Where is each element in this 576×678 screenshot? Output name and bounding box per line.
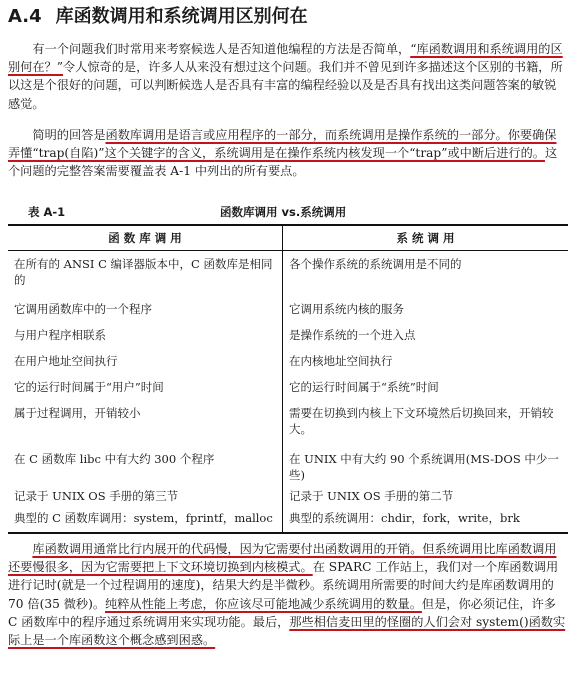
table-cell: 它调用系统内核的服务 — [289, 301, 404, 316]
table-row — [8, 400, 568, 446]
table-cell: 在用户地址空间执行 — [8, 348, 283, 374]
table-label: 表 A-1 — [28, 205, 66, 219]
paragraph-intro — [8, 40, 568, 113]
table-row — [8, 322, 568, 348]
comparison-table — [8, 224, 568, 534]
table-cell: 它调用函数库中的一个程序 — [8, 296, 283, 322]
table-cell: 记录于 UNIX OS 手册的第二节 — [289, 488, 454, 503]
section-heading — [8, 6, 568, 28]
p1-sentence-1: 有一个问题我们时常用来考察候选人是否知道他编程的方法是否简单， — [32, 42, 411, 56]
table-cell: 属于过程调用，开销较小 — [8, 400, 283, 446]
p3-sentence-3: 在 SPARC 工作站上，我们对一个库函数调用进行记时(就是一个过程调用的速度)，结果大约是半微秒。系统调用所需要的时间大约是库函数调用的 70 倍(35 微秒)。 — [8, 560, 559, 611]
table-row — [8, 348, 568, 374]
table-title: 函数库调用 vs.系统调用 — [220, 205, 347, 219]
p3-sentence-5: 但是，你必须记住，许多 C 函数库中的程序通过系统调用来实现功能。最后， — [8, 596, 556, 629]
paragraph-short-answer — [8, 126, 568, 181]
table-caption — [8, 203, 568, 221]
p2-highlight-trap: 你要确保弄懂“trap(自陷)”这个关键字的含义， — [8, 128, 557, 161]
p3-highlight-system-function: 那些相信麦田里的怪圈的人们会对 system()函数实际上是一个库函数这个概念感到困惑。 — [8, 614, 566, 648]
table-row — [8, 374, 568, 400]
table-header-row — [8, 225, 568, 251]
p2-highlight-kernel: 系统调用是在操作系统内核发现一个“trap”或中断后进行的。 — [214, 146, 545, 161]
table-cell: 它的运行时间属于“用户”时间 — [8, 374, 283, 400]
table-row — [8, 251, 568, 296]
p1-sentence-3: 令人惊奇的是，许多人从来没有想过这个问题。我们并不曾见到许多描述这个区别的书籍，所以这是个很好的问题，可以判断候选人是否具有丰富的编程经验以及是否具有找出这类问题答案的敏锐感觉。 — [8, 60, 563, 111]
table-cell: 在内核地址空间执行 — [289, 353, 393, 368]
header-system-call: 系 统 调 用 — [283, 225, 569, 251]
p1-highlighted-question: “库函数调用和系统调用的区别何在？” — [8, 42, 563, 75]
table-cell: 典型的 C 函数库调用：system，fprintf，malloc — [8, 505, 283, 533]
table-cell: 典型的系统调用：chdir，fork，write，brk — [283, 505, 569, 533]
table-row — [8, 446, 568, 483]
p2-highlight-definition: 函数库调用是语言或应用程序的一部分，而系统调用是操作系统的一部分。 — [105, 128, 508, 142]
p2-sentence-1: 简明的回答是 — [32, 128, 106, 142]
paragraph-performance — [8, 540, 568, 649]
table-cell: 记录于 UNIX OS 手册的第三节 — [8, 483, 283, 505]
table-cell: 在所有的 ANSI C 编译器版本中，C 函数库是相同的 — [8, 251, 283, 296]
table-row — [8, 296, 568, 322]
table-cell: 在 UNIX 中有大约 90 个系统调用(MS-DOS 中少一些) — [289, 451, 559, 482]
table-cell: 它的运行时间属于“系统”时间 — [289, 379, 439, 394]
p3-highlight-syscall-slower: 但系统调用比库函数调用还要慢很多，因为它需要把上下文环境切换到内核模式。 — [8, 542, 557, 575]
table-cell: 各个操作系统的系统调用是不同的 — [289, 257, 462, 271]
section-number: A.4 — [8, 6, 42, 27]
section-title: 库函数调用和系统调用区别何在 — [55, 6, 308, 27]
table-cell: 与用户程序相联系 — [8, 322, 283, 348]
table-cell: 在 C 函数库 libc 中有大约 300 个程序 — [8, 446, 283, 483]
table-row — [8, 505, 568, 533]
table-cell: 需要在切换到内核上下文环境然后切换回来，开销较大。 — [289, 405, 554, 436]
header-library-call: 函 数 库 调 用 — [8, 225, 283, 251]
p3-highlight-inline-slower: 库函数调用通常比行内展开的代码慢，因为它需要付出函数调用的开销。 — [32, 542, 423, 556]
table-row — [8, 483, 568, 505]
table-cell: 是操作系统的一个进入点 — [289, 327, 416, 342]
p2-sentence-5: 这个问题的完整答案需要覆盖表 A-1 中列出的所有要点。 — [8, 146, 558, 179]
p3-highlight-reduce-syscalls: 纯粹从性能上考虑，你应该尽可能地减少系统调用的数量。 — [105, 596, 422, 611]
